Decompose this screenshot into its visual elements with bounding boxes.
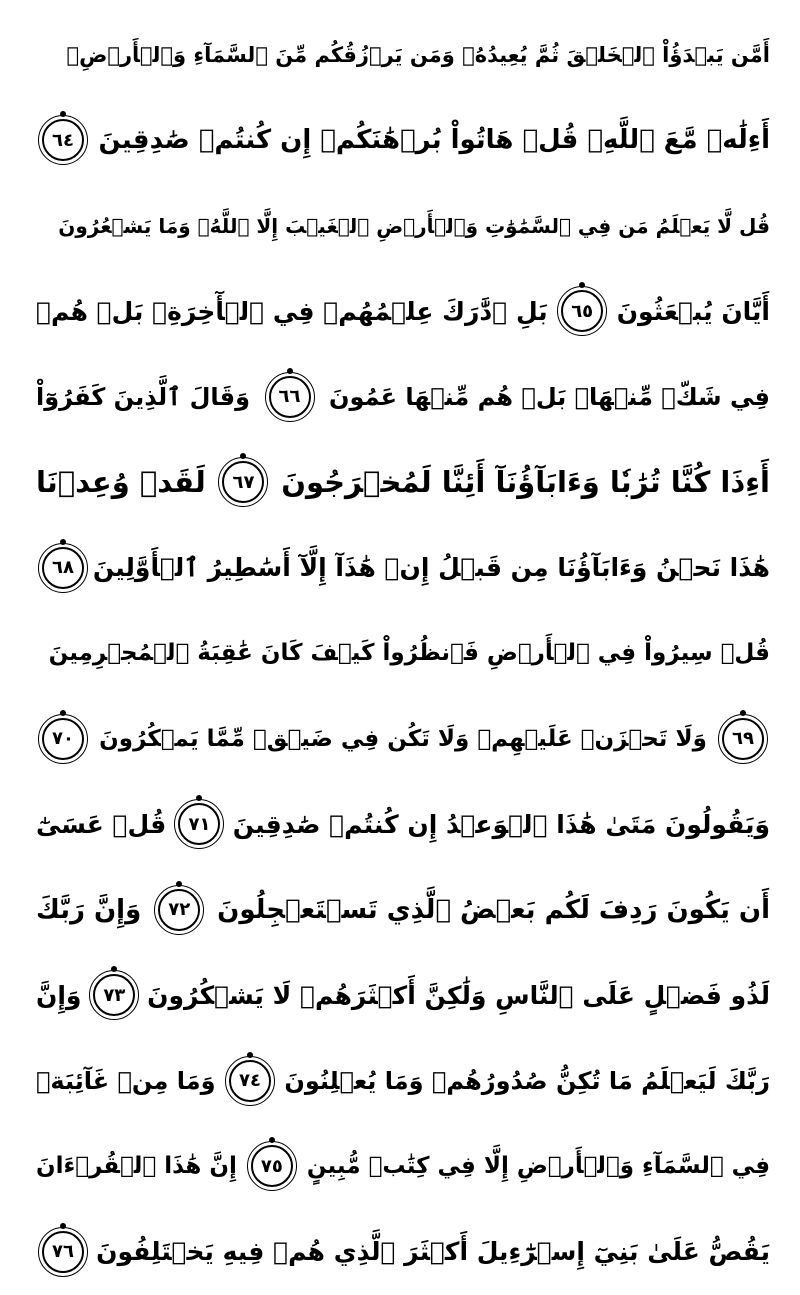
line-text-tail: قُلۡ عَسَىٰٓ (36, 809, 167, 839)
line-text-tail: إِنَّ هَٰذَا ٱلۡقُرۡءَانَ (36, 1153, 237, 1180)
line-text-tail: وَقَالَ ٱلَّذِينَ كَفَرُوٓاْ (36, 382, 251, 411)
line-text: فِي شَكّٖ مِّنۡهَاۖ بَلۡ هُم مِّنۡهَا عَمُونَ (328, 382, 770, 411)
line-12 (36, 953, 770, 1039)
ayah-number-marker: ٦٦ (269, 376, 311, 418)
line-8 (36, 611, 770, 697)
ayah-number-marker: ٦٧ (222, 461, 264, 503)
line-text: لَذُو فَضۡلٍ عَلَى ٱلنَّاسِ وَلَٰكِنَّ أَكۡثَرَهُمۡ لَا يَشۡكُرُونَ (147, 980, 770, 1010)
ayah-number-marker: ٦٥ (561, 290, 603, 332)
line-4 (36, 269, 770, 355)
line-14 (36, 1124, 770, 1210)
text-block (36, 12, 770, 1295)
ayah-number-marker: ٦٩ (722, 718, 764, 760)
line-text-tail: وَمَا مِنۡ غَآئِبَةٖ (36, 1066, 216, 1095)
line-text: أَن يَكُونَ رَدِفَ لَكُم بَعۡضُ ٱلَّذِي تَسۡتَعۡجِلُونَ (217, 894, 770, 925)
line-7 (36, 525, 770, 611)
line-5 (36, 354, 770, 440)
line-9 (36, 696, 770, 782)
ayah-number-marker: ٧٦ (42, 1231, 84, 1273)
ayah-number-marker: ٧٠ (42, 718, 84, 760)
line-text-tail: وَإِنَّ رَبَّكَ (36, 894, 142, 925)
line-6 (36, 440, 770, 526)
line-text: قُل لَّا يَعۡلَمُ مَن فِي ٱلسَّمَٰوَٰتِ وَٱلۡأَرۡضِ ٱلۡغَيۡبَ إِلَّا ٱللَّهُۚ وَمَا يَشۡعُرُونَ (58, 213, 770, 238)
line-text: أَيَّانَ يُبۡعَثُونَ (616, 296, 770, 326)
line-text: أَءِلَٰهٞ مَّعَ ٱللَّهِۚ قُلۡ هَاتُواْ بُرۡهَٰنَكُمۡ إِن كُنتُمۡ صَٰدِقِينَ (98, 125, 770, 156)
line-text: وَيَقُولُونَ مَتَىٰ هَٰذَا ٱلۡوَعۡدُ إِن كُنتُمۡ صَٰدِقِينَ (232, 809, 770, 839)
line-11 (36, 867, 770, 953)
ayah-number-marker: ٧٢ (158, 889, 200, 931)
line-text: أَءِذَا كُنَّا تُرَٰبٗا وَءَابَآؤُنَآ أَئِنَّا لَمُخۡرَجُونَ (281, 465, 770, 500)
line-text: أَمَّن يَبۡدَؤُاْ ٱلۡخَلۡقَ ثُمَّ يُعِيدُهُۥ وَمَن يَرۡزُقُكُم مِّنَ ٱلسَّمَآءِ وَٱلۡأَرۡضِۗ (66, 42, 770, 67)
line-13 (36, 1038, 770, 1124)
ayah-number-marker: ٦٨ (42, 547, 84, 589)
line-text-tail: وَإِنَّ (36, 980, 82, 1010)
line-2 (36, 98, 770, 184)
line-text: قُلۡ سِيرُواْ فِي ٱلۡأَرۡضِ فَٱنظُرُواْ كَيۡفَ كَانَ عَٰقِبَةُ ٱلۡمُجۡرِمِينَ (48, 640, 770, 667)
line-text: فِي ٱلسَّمَآءِ وَٱلۡأَرۡضِ إِلَّا فِي كِتَٰبٖ مُّبِينٍ (306, 1153, 770, 1180)
ayah-number-marker: ٦٤ (42, 119, 84, 161)
line-10 (36, 782, 770, 868)
line-3 (36, 183, 770, 269)
line-text: وَلَا تَحۡزَنۡ عَلَيۡهِمۡ وَلَا تَكُن فِي ضَيۡقٖ مِّمَّا يَمۡكُرُونَ (99, 725, 707, 752)
line-text: هَٰذَا نَحۡنُ وَءَابَآؤُنَا مِن قَبۡلُ إِنۡ هَٰذَآ إِلَّآ أَسَٰطِيرُ ٱلۡأَوَّلِينَ (92, 553, 770, 583)
ayah-number-marker: ٧٤ (229, 1060, 271, 1102)
line-1 (36, 12, 770, 98)
line-15 (36, 1209, 770, 1295)
line-text-tail: لَقَدۡ وُعِدۡنَا (36, 465, 206, 500)
ayah-number-marker: ٧٣ (93, 974, 135, 1016)
ayah-number-marker: ٧٥ (251, 1145, 293, 1187)
line-text: يَقُصُّ عَلَىٰ بَنِيٓ إِسۡرَٰٓءِيلَ أَكۡثَرَ ٱلَّذِي هُمۡ فِيهِ يَخۡتَلِفُونَ (96, 1237, 770, 1267)
ayah-number-marker: ٧١ (178, 803, 220, 845)
line-text-tail: بَلِ ٱدَّٰرَكَ عِلۡمُهُمۡ فِي ٱلۡأٓخِرَةِۚ بَلۡ هُمۡ (36, 296, 548, 326)
line-text: رَبَّكَ لَيَعۡلَمُ مَا تُكِنُّ صُدُورُهُمۡ وَمَا يُعۡلِنُونَ (284, 1066, 770, 1095)
